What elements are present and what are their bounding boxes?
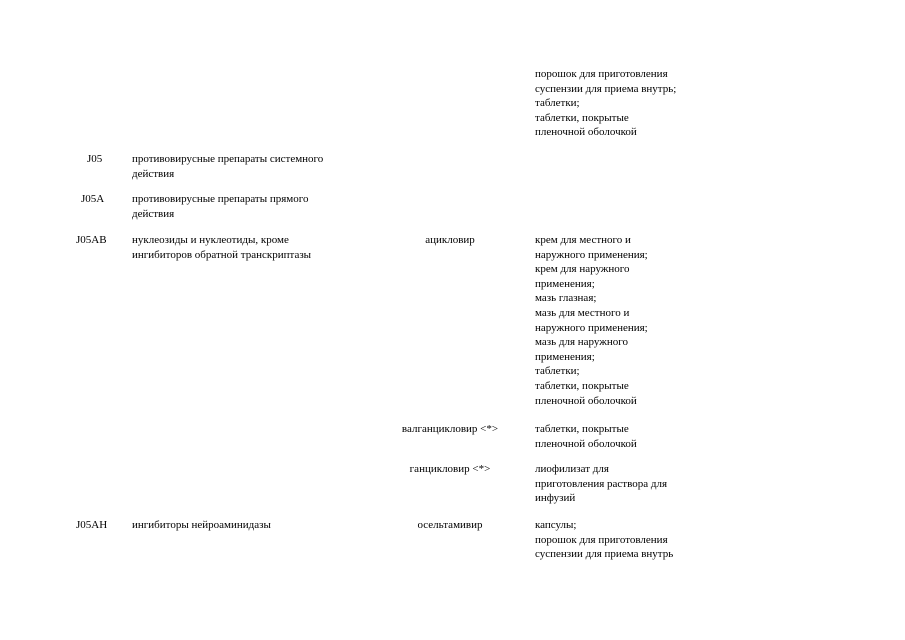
group-name-line: противовирусные препараты прямого (132, 193, 309, 205)
group-name-line: действия (132, 207, 175, 220)
group-name-line: ингибиторы нейроаминидазы (132, 519, 271, 531)
group-name-line: нуклеозиды и нуклеотиды, кроме (132, 234, 289, 246)
form-line: таблетки, покрытые (535, 379, 629, 392)
atc-code (87, 152, 102, 167)
group-name-line: действия (132, 167, 175, 180)
form-line: мазь для местного и (535, 306, 630, 319)
form-line: таблетки, покрытые (535, 111, 629, 124)
drug-name-text: ганцикловир <*> (409, 463, 491, 475)
form-line: наружного применения; (535, 248, 648, 261)
dosage-forms (535, 518, 673, 562)
dosage-forms (535, 422, 637, 451)
form-line: приготовления раствора для (535, 477, 667, 490)
atc-code (81, 192, 104, 207)
drug-name-text: осельтамивир (417, 519, 483, 531)
form-line: суспензии для приема внутрь (535, 548, 674, 561)
form-line: крем для местного и (535, 234, 631, 246)
form-line: таблетки, покрытые (535, 423, 629, 435)
atc-code-text: J05AB (76, 234, 107, 246)
form-line: применения; (535, 350, 595, 363)
continuation-forms (535, 67, 676, 140)
form-line: пленочной оболочкой (535, 437, 637, 450)
atc-code (76, 518, 107, 533)
form-line: инфузий (535, 492, 576, 505)
group-name (132, 518, 271, 533)
form-line: таблетки; (535, 97, 580, 110)
atc-code-text: J05 (87, 153, 103, 165)
drug-name-text: ацикловир (425, 234, 475, 246)
drug-name (390, 462, 510, 477)
form-line: капсулы; (535, 519, 577, 531)
group-name (132, 152, 323, 181)
form-line: лиофилизат для (535, 463, 609, 475)
drug-name (390, 233, 510, 248)
form-line: пленочной оболочкой (535, 126, 637, 139)
dosage-forms (535, 462, 667, 506)
form-line: применения; (535, 277, 595, 290)
form-line: порошок для приготовления (535, 68, 668, 80)
form-line: таблетки; (535, 365, 580, 378)
drug-name (385, 422, 515, 437)
form-line: крем для наружного (535, 263, 630, 276)
drug-name (390, 518, 510, 533)
atc-code-text: J05A (81, 193, 105, 205)
drug-name-text: валганцикловир <*> (401, 423, 499, 435)
atc-code (76, 233, 107, 248)
atc-code-text: J05AH (76, 519, 108, 531)
form-line: пленочной оболочкой (535, 394, 637, 407)
form-line: мазь глазная; (535, 292, 597, 305)
group-name-line: ингибиторов обратной транскриптазы (132, 248, 312, 261)
group-name-line: противовирусные препараты системного (132, 153, 324, 165)
form-line: суспензии для приема внутрь; (535, 82, 677, 95)
form-line: мазь для наружного (535, 336, 628, 349)
group-name (132, 192, 309, 221)
form-line: порошок для приготовления (535, 533, 668, 546)
form-line: наружного применения; (535, 321, 648, 334)
group-name (132, 233, 311, 262)
dosage-forms (535, 233, 648, 408)
